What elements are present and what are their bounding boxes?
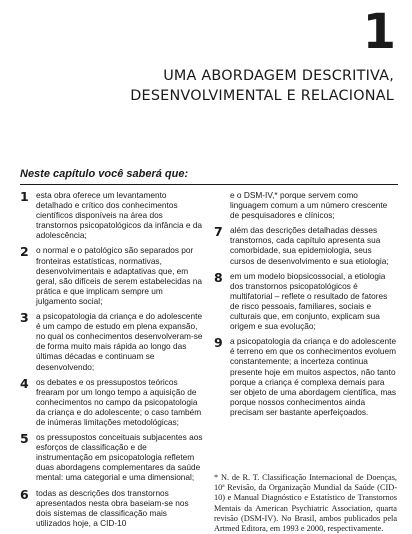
item-number: 8: [214, 269, 223, 285]
chapter-number: 1: [362, 4, 396, 60]
section-divider: [20, 184, 398, 185]
list-item: [20, 432, 203, 482]
item-number: 4: [20, 375, 29, 391]
list-item: [214, 336, 397, 417]
list-item: [20, 311, 203, 372]
item-number: 3: [20, 310, 29, 326]
item-text: esta obra oferece um levantamento detalhado e crítico dos conhecimentos científicos disponíveis na área dos transtornos psicopatológicos da infância e da adolescência;: [36, 190, 203, 241]
item-number: 5: [20, 431, 29, 447]
chapter-title-line-2: DESENVOLVIMENTAL E RELACIONAL: [130, 88, 394, 104]
list-item: [214, 271, 397, 332]
list-item: [20, 190, 203, 240]
item-text: os debates e os pressupostos teóricos frearam por um longo tempo a aquisição de conhecimentos no campo da psicopatologia da criança e do adolescente; o caso também de inúmeras limitações metodológicas;: [36, 376, 202, 427]
item-text: todas as descrições dos transtornos apresentados nesta obra baseiam-se nos dois sistemas de classificação mais utilizados hoje, a CID-10: [36, 487, 189, 528]
list-item: [214, 225, 397, 265]
item-text: em um modelo biopsicossocial, a etiologia dos transtornos psicopatológicos é multifatorial – reflete o resultado de fatores de risco pessoais, familiares, sociais e culturais que, em conjunto, explicam sua origem e sua evolução;: [230, 270, 388, 332]
item-text: além das descrições detalhadas desses transtornos, cada capítulo apresenta sua comorbidade, sua epidemiologia, seus cursos de desenvolvimento e sua etiologia;: [230, 225, 389, 266]
item-continuation: e o DSM-IV,* porque servem como linguagem comum a um número crescente de pesquisadores e clínicos;: [230, 190, 388, 221]
chapter-title: [130, 66, 394, 106]
item-text: a psicopatologia da criança e do adolescente é terreno em que os conhecimentos evoluem constantemente; a incerteza continua presente hoje em muitos aspectos, não tanto porque a criança é complexa demais para ser objeto de uma abordagem científica, mas porque nossos conhecimentos ainda precisam ser bastante aperfeiçoados.: [230, 336, 397, 417]
item-number: 6: [20, 486, 29, 502]
list-item: [20, 377, 203, 427]
list-item: [20, 245, 203, 306]
section-heading: Neste capítulo você saberá que:: [20, 168, 189, 180]
footnote: * N. de R. T. Classificação Internacional de Doenças, 10ª Revisão, da Organização Mundial da Saúde (CID-10) e Manual Diagnóstico e Estatístico de Transtornos Mentais da American Psychiatric Association, quarta revisão (DSM-IV). No Brasil, ambos publicados pela Artmed Editora, em 1993 e 2000, respectivamente.: [214, 472, 397, 533]
item-number: 2: [20, 244, 29, 260]
item-text: o normal e o patológico são separados por fronteiras estatísticas, normativas, desenvolvimentais e adaptativas que, em geral, são difíceis de serem estabelecidas na prática e que implicam sempre um julgamento social;: [36, 245, 203, 306]
item-text: a psicopatologia da criança e do adolescente é um campo de estudo em plena expansão, no qual os conhecimentos desenvolveram-se de forma muito mais rápida ao longo das últimas décadas e continuam se desenvolvendo;: [36, 311, 203, 372]
item-number: 9: [214, 335, 223, 351]
item-number: 1: [20, 189, 29, 204]
chapter-title-line-1: UMA ABORDAGEM DESCRITIVA,: [163, 68, 394, 84]
item-number: 7: [214, 224, 223, 240]
item-text: os pressupostos conceituais subjacentes aos esforços de classificação e de instrumentação em psicopatologia refletem duas abordagens complementares da saúde mental: uma categorial e uma dimensional;: [36, 432, 203, 483]
right-column: [214, 190, 397, 534]
left-column: [20, 190, 203, 533]
list-item: [20, 488, 203, 528]
